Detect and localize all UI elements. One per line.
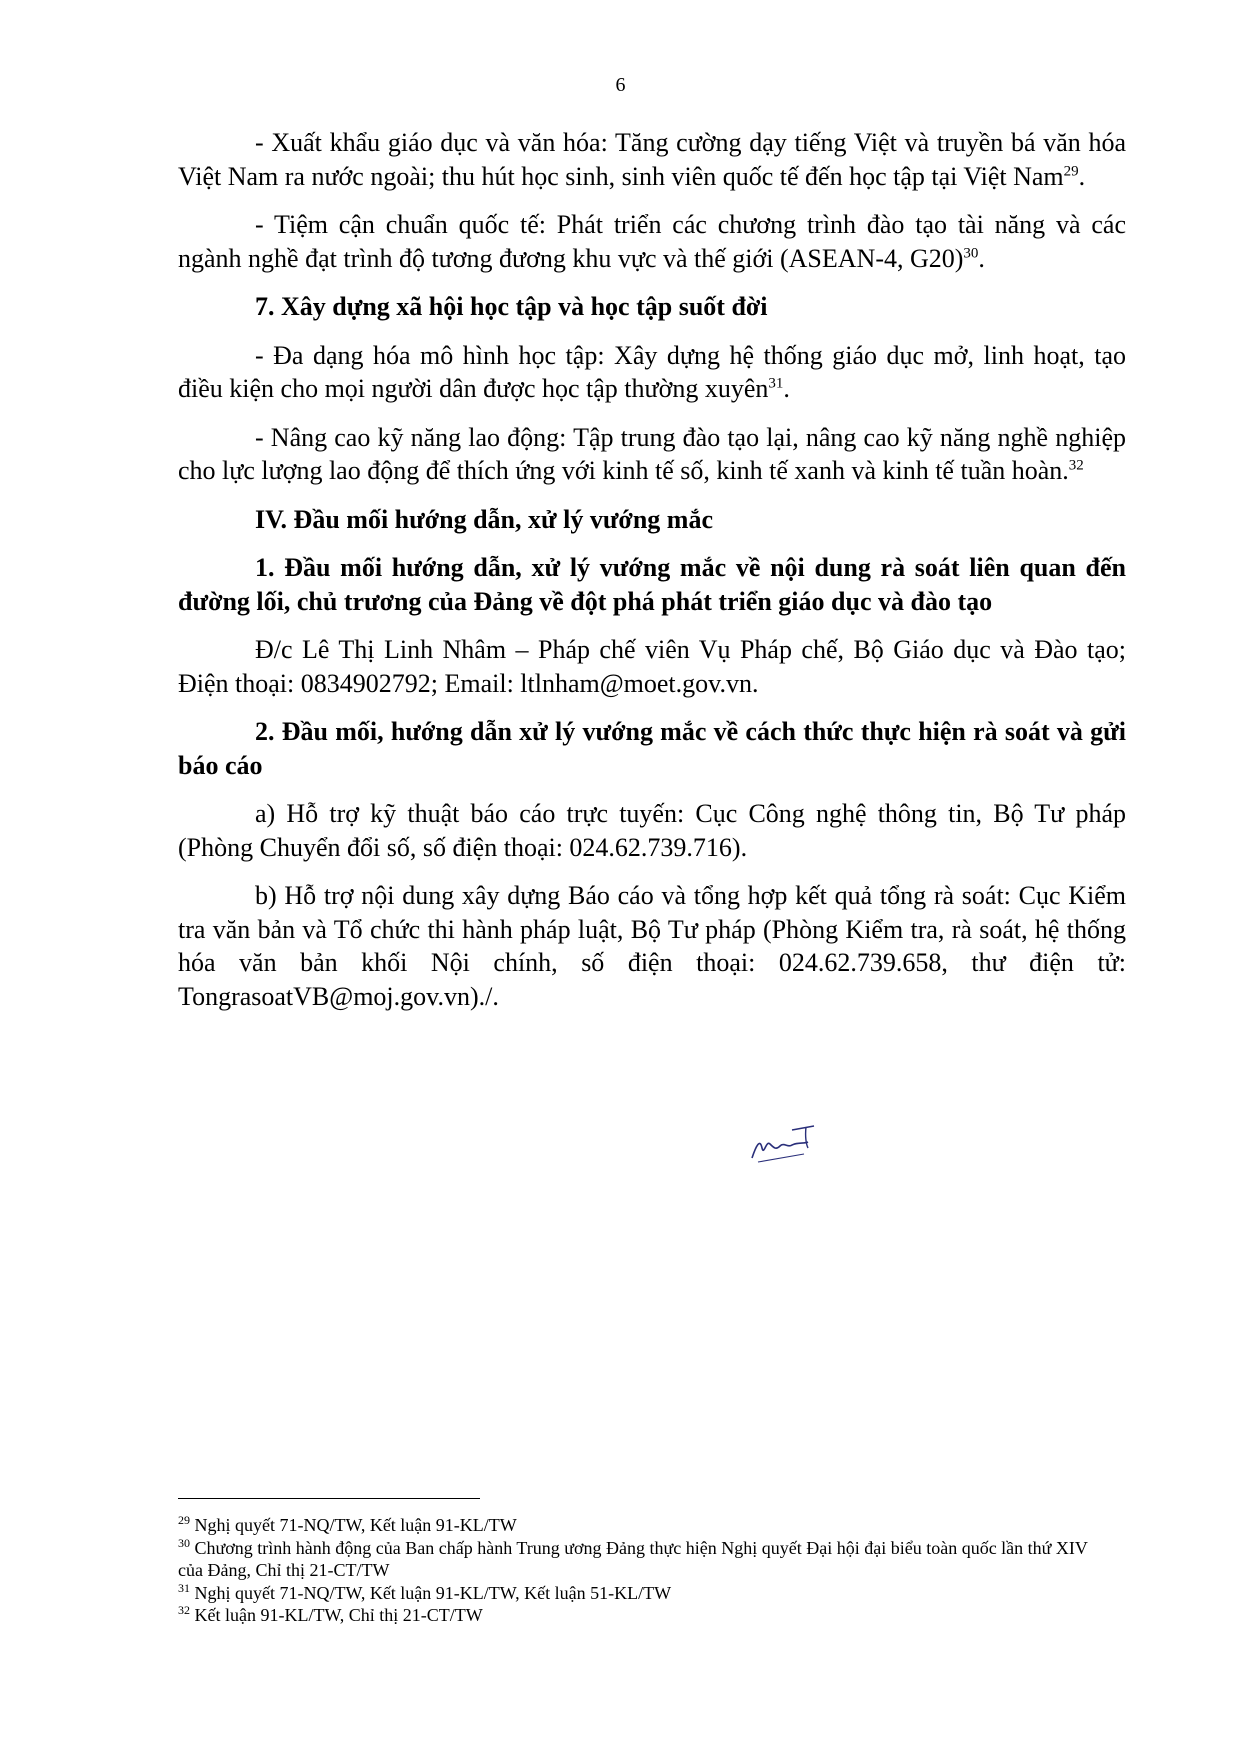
heading-subsection-2: 2. Đầu mối, hướng dẫn xử lý vướng mắc về cách thức thực hiện rà soát và gửi báo cáo bbox=[178, 717, 1126, 780]
paragraph-lead: - Xuất khẩu giáo dục và văn hóa: bbox=[255, 128, 616, 157]
page-number: 6 bbox=[615, 74, 626, 96]
footnote-ref: 31 bbox=[768, 375, 784, 392]
paragraph-international-standard: - Tiệm cận chuẩn quốc tế: Phát triển các chương trình đào tạo tài năng và các ngành nghề đạt trình độ tương đương khu vực và thế giới (ASEAN-4, G20)$^{30}$. bbox=[178, 210, 1126, 273]
footnote-30: $^{30}$ Chương trình hành động của Ban chấp hành Trung ương Đảng thực hiện Nghị quyết Đại hội đại biểu toàn quốc lần thứ XIV của Đảng, Chỉ thị 21-CT/TW bbox=[178, 1535, 1088, 1580]
heading-section-iv: IV. Đầu mối hướng dẫn, xử lý vướng mắc bbox=[255, 504, 713, 534]
footnote-32: $^{32}$ Kết luận 91-KL/TW, Chỉ thị 21-CT/TW bbox=[178, 1603, 483, 1625]
paragraph-text: Tăng cường dạy tiếng Việt và truyền bá văn hóa Việt Nam ra nước ngoài; thu hút học sinh, sinh viên quốc tế đến học tập tại Việt Nam bbox=[178, 128, 1126, 191]
paragraph-content-support: b) Hỗ trợ nội dung xây dựng Báo cáo và tổng hợp kết quả tổng rà soát: Cục Kiểm tra văn bản và Tổ chức thi hành pháp luật, Bộ Tư pháp (Phòng Kiểm tra, rà soát, hệ thống hóa văn bản khối Nội chính, số điện thoại: 024.62.739.658, thư điện tử: TongrasoatVB@moj.gov.vn)./. bbox=[178, 881, 1126, 1011]
document-body bbox=[178, 126, 1126, 1028]
footnote-29: $^{29}$ Nghị quyết 71-NQ/TW, Kết luận 91-KL/TW bbox=[178, 1513, 517, 1535]
initials-signature-icon bbox=[748, 1118, 818, 1166]
paragraph-tech-support: a) Hỗ trợ kỹ thuật báo cáo trực tuyến: Cục Công nghệ thông tin, Bộ Tư pháp (Phòng Chuyển đổi số, số điện thoại: 024.62.739.716). bbox=[178, 799, 1126, 862]
paragraph-text: Tập trung đào tạo lại, nâng cao kỹ năng nghề nghiệp cho lực lượng lao động để thích ứng với kinh tế số, kinh tế xanh và kinh tế tuần hoàn. bbox=[178, 422, 1126, 485]
heading-section-7: 7. Xây dựng xã hội học tập và học tập suốt đời bbox=[255, 292, 768, 321]
paragraph-labor-skills bbox=[178, 421, 1126, 488]
heading-subsection-1: 1. Đầu mối hướng dẫn, xử lý vướng mắc về nội dung rà soát liên quan đến đường lối, chủ trương của Đảng về đột phá phát triển giáo dục và đào tạo bbox=[178, 553, 1126, 616]
footnotes bbox=[178, 1514, 1088, 1627]
footnote-separator bbox=[178, 1498, 480, 1499]
paragraph-lead: - Nâng cao kỹ năng lao động: bbox=[255, 422, 574, 452]
footnote-ref: 29 bbox=[1063, 162, 1079, 179]
paragraph-lead: - Đa dạng hóa mô hình học tập: bbox=[255, 340, 615, 370]
paragraph-diversify-learning: - Đa dạng hóa mô hình học tập: Xây dựng hệ thống giáo dục mở, linh hoạt, tạo điều kiện cho mọi người dân được học tập thường xuyên$^{31}$. bbox=[178, 340, 1126, 403]
paragraph-export-education: - Xuất khẩu giáo dục và văn hóa: Tăng cường dạy tiếng Việt và truyền bá văn hóa Việt Nam ra nước ngoài; thu hút học sinh, sinh viên quốc tế đến học tập tại Việt Nam$^{29}$. bbox=[178, 128, 1126, 191]
paragraph-text: Xây dựng hệ thống giáo dục mở, linh hoạt, tạo điều kiện cho mọi người dân được học tập thường xuyên bbox=[178, 340, 1126, 403]
footnote-ref: 30 bbox=[963, 244, 979, 261]
paragraph-contact-moet: Đ/c Lê Thị Linh Nhâm – Pháp chế viên Vụ Pháp chế, Bộ Giáo dục và Đào tạo; Điện thoại: 0834902792; Email: ltlnham@moet.gov.vn. bbox=[178, 635, 1126, 698]
paragraph-lead: - Tiệm cận chuẩn quốc tế: bbox=[255, 210, 557, 239]
footnote-31: $^{31}$ Nghị quyết 71-NQ/TW, Kết luận 91-KL/TW, Kết luận 51-KL/TW bbox=[178, 1580, 672, 1603]
footnote-ref: 32 bbox=[1068, 457, 1084, 474]
paragraph-text: Phát triển các chương trình đào tạo tài năng và các ngành nghề đạt trình độ tương đương khu vực và thế giới (ASEAN-4, G20) bbox=[178, 210, 1126, 273]
